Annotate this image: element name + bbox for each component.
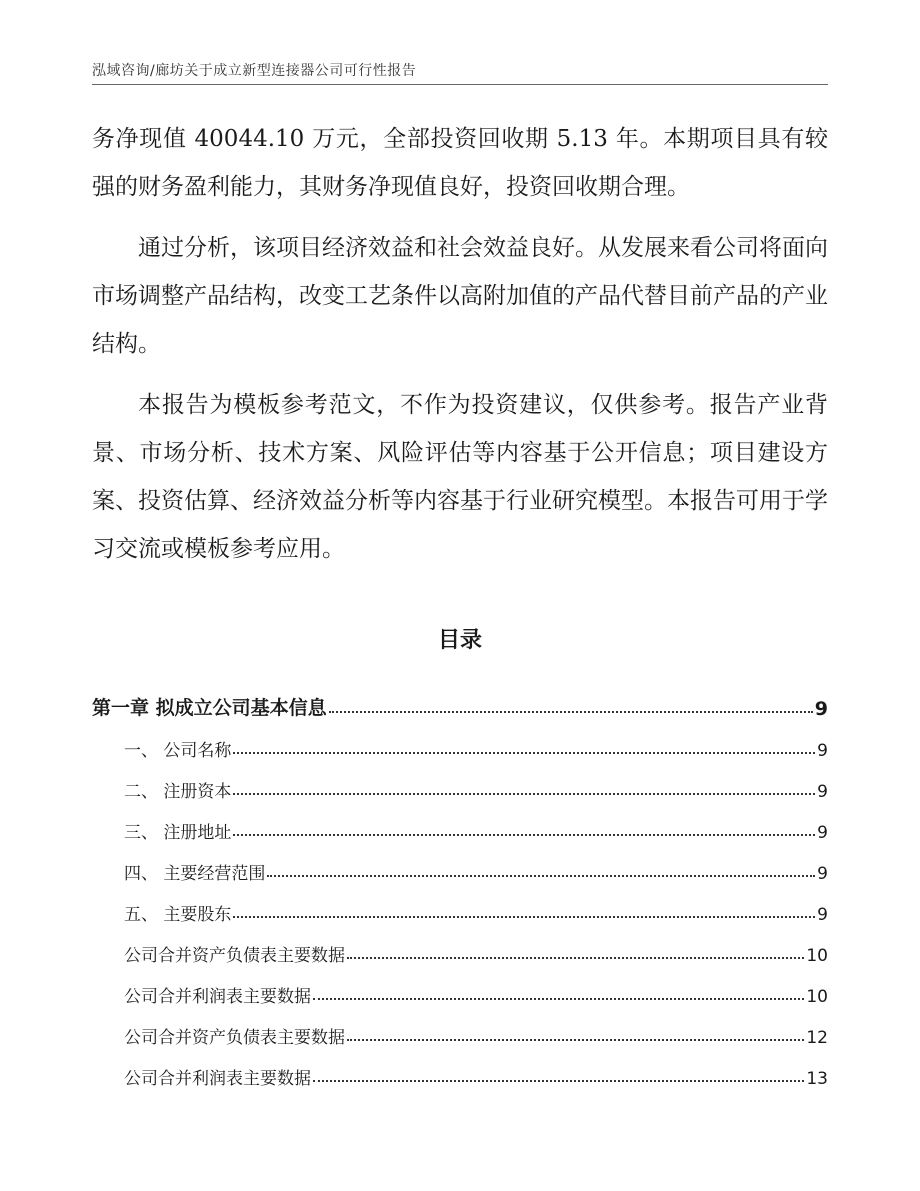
toc-entry[interactable] [92,884,828,925]
toc-title: 目录 [437,628,482,653]
toc-entry-label: 三、 注册地址 [124,823,232,843]
toc-entry-page: 13 [806,1069,828,1089]
toc-entry-label: 四、 主要经营范围 [124,864,266,884]
toc-entry[interactable] [92,720,828,761]
toc-entry-chapter[interactable] [92,678,828,720]
toc-entry-page: 9 [817,905,828,925]
toc-entry-page: 12 [806,1028,828,1048]
toc-leader [233,793,815,795]
page-header: 泓域咨询/廊坊关于成立新型连接器公司可行性报告 [92,63,417,79]
toc-entry-label: 第一章 拟成立公司基本信息 [92,697,327,719]
toc-entry-label: 一、 公司名称 [124,741,232,761]
toc-entry-page: 10 [806,987,828,1007]
toc-leader [347,1039,804,1041]
toc-leader [313,1080,804,1082]
toc-leader [233,752,815,754]
paragraph: 通过分析，该项目经济效益和社会效益良好。从发展来看公司将面向市场调整产品结构，改变工艺条件以高附加值的产品代替目前产品的产业结构。 [92,235,828,357]
toc-entry[interactable] [92,802,828,843]
toc-entry[interactable] [92,1048,828,1089]
paragraph: 本报告为模板参考范文，不作为投资建议，仅供参考。报告产业背景、市场分析、技术方案、风险评估等内容基于公开信息；项目建设方案、投资估算、经济效益分析等内容基于行业研究模型。本报告可用于学习交流或模板参考应用。 [92,392,828,562]
toc-leader [267,875,815,877]
toc-entry[interactable] [92,925,828,966]
toc-entry-page: 9 [817,782,828,802]
toc-leader [233,834,815,836]
toc-leader [329,711,813,713]
table-of-contents [92,678,828,1089]
toc-entry-label: 五、 主要股东 [124,905,232,925]
toc-entry[interactable] [92,1007,828,1048]
toc-entry-label: 二、 注册资本 [124,782,232,802]
toc-entry-label: 公司合并利润表主要数据 [124,1069,311,1089]
toc-entry[interactable] [92,843,828,884]
toc-entry[interactable] [92,761,828,802]
toc-entry-label: 公司合并利润表主要数据 [124,987,311,1007]
toc-entry-page: 9 [817,823,828,843]
toc-entry-page: 10 [806,946,828,966]
toc-entry-page: 9 [817,741,828,761]
toc-entry[interactable] [92,966,828,1007]
toc-entry-label: 公司合并资产负债表主要数据 [124,1028,345,1048]
paragraph: 务净现值 40044.10 万元，全部投资回收期 5.13 年。本期项目具有较强的财务盈利能力，其财务净现值良好，投资回收期合理。 [92,126,828,200]
toc-entry-label: 公司合并资产负债表主要数据 [124,946,345,966]
toc-leader [233,916,815,918]
toc-entry-page: 9 [817,864,828,884]
toc-entry-page: 9 [814,698,828,720]
header-divider [92,84,828,85]
toc-leader [313,998,804,1000]
body-text [92,115,828,586]
toc-leader [347,957,804,959]
